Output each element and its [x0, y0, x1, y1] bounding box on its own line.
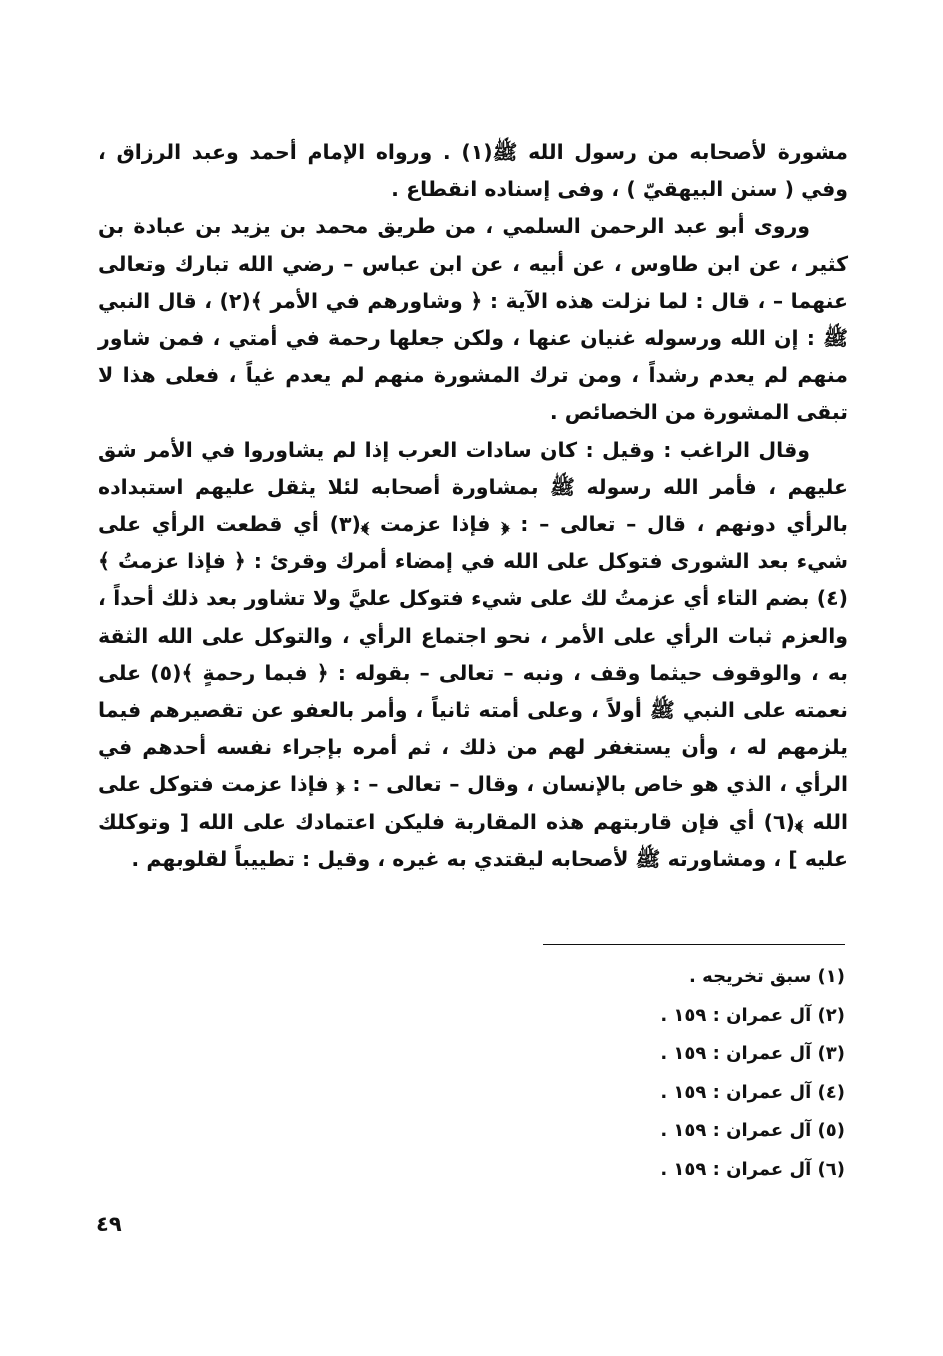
paragraph-3: وقال الراغب : وقيل : كان سادات العرب إذا لم يشاوروا في الأمر شق عليهم ، فأمر الله رسوله ﷺ بمشاورة أصحابه لئلا يثقل عليهم استبداده بالرأي دونهم ، قال – تعالى – : ﴿ فإذا عزمت ﴾(٣) أي قطعت الرأي على شيء بعد الشورى فتوكل على الله في إمضاء أمرك وقرئ : ﴿ فإذا عزمتُ ﴾(٤) بضم التاء أي عزمتُ لك على شيء فتوكل عليَّ ولا تشاور بعد ذلك أحداً ، والعزم ثبات الرأي على الأمر ، نحو اجتماع الرأي ، والتوكل على الله الثقة به ، والوقوف حيثما وقف ، ونبه – تعالى – بقوله : ﴿ فبما رحمةٍ ﴾(٥) على نعمته على النبي ﷺ أولاً ، وعلى أمته ثانياً ، وأمر بالعفو عن تقصيرهم فيما يلزمهم له ، وأن يستغفر لهم من ذلك ، ثم أمره بإجراء نفسه أحدهم في الرأي ، الذي هو خاص بالإنسان ، وقال – تعالى – : ﴿ فإذا عزمت فتوكل على الله ﴾(٦) أي فإن قاربتهم هذه المقاربة فليكن اعتمادك على الله [ وتوكلك عليه ] ، ومشاورته ﷺ لأصحابه ليقتدي به غيره ، وقيل : تطييباً لقلوبهم .: [98, 437, 848, 871]
main-text: [98, 134, 848, 878]
footnote-4: (٤) آل عمران : ١٥٩ .: [660, 1081, 845, 1103]
paragraph-1: مشورة لأصحابه من رسول الله ﷺ(١) . ورواه الإمام أحمد وعبد الرزاق ، وفي ( سنن البيهقيّ ) ، وفى إسناده انقطاع .: [98, 140, 849, 202]
footnote-6: (٦) آل عمران : ١٥٩ .: [660, 1158, 845, 1180]
footnote-2: (٢) آل عمران : ١٥٩ .: [660, 1004, 845, 1026]
page-number: ٤٩: [96, 1212, 122, 1236]
footnote-1: (١) سبق تخريجه .: [689, 966, 845, 987]
footnote-separator: [543, 944, 845, 945]
paragraph-2: وروى أبو عبد الرحمن السلمي ، من طريق محمد بن يزيد بن عبادة بن كثير ، عن ابن طاوس ، عن أبيه ، عن ابن عباس – رضي الله تبارك وتعالى عنهما – ، قال : لما نزلت هذه الآية : ﴿ وشاورهم في الأمر ﴾(٢) ، قال النبي ﷺ : إن الله ورسوله غنيان عنها ، ولكن جعلها رحمة في أمتي ، فمن شاور منهم لم يعدم رشداً ، ومن ترك المشورة منهم لم يعدم غياً ، فعلى هذا لا تبقى المشورة من الخصائص .: [98, 214, 848, 425]
footnotes: [500, 958, 845, 1190]
footnote-5: (٥) آل عمران : ١٥٩ .: [660, 1120, 845, 1142]
footnote-3: (٣) آل عمران : ١٥٩ .: [660, 1043, 845, 1065]
